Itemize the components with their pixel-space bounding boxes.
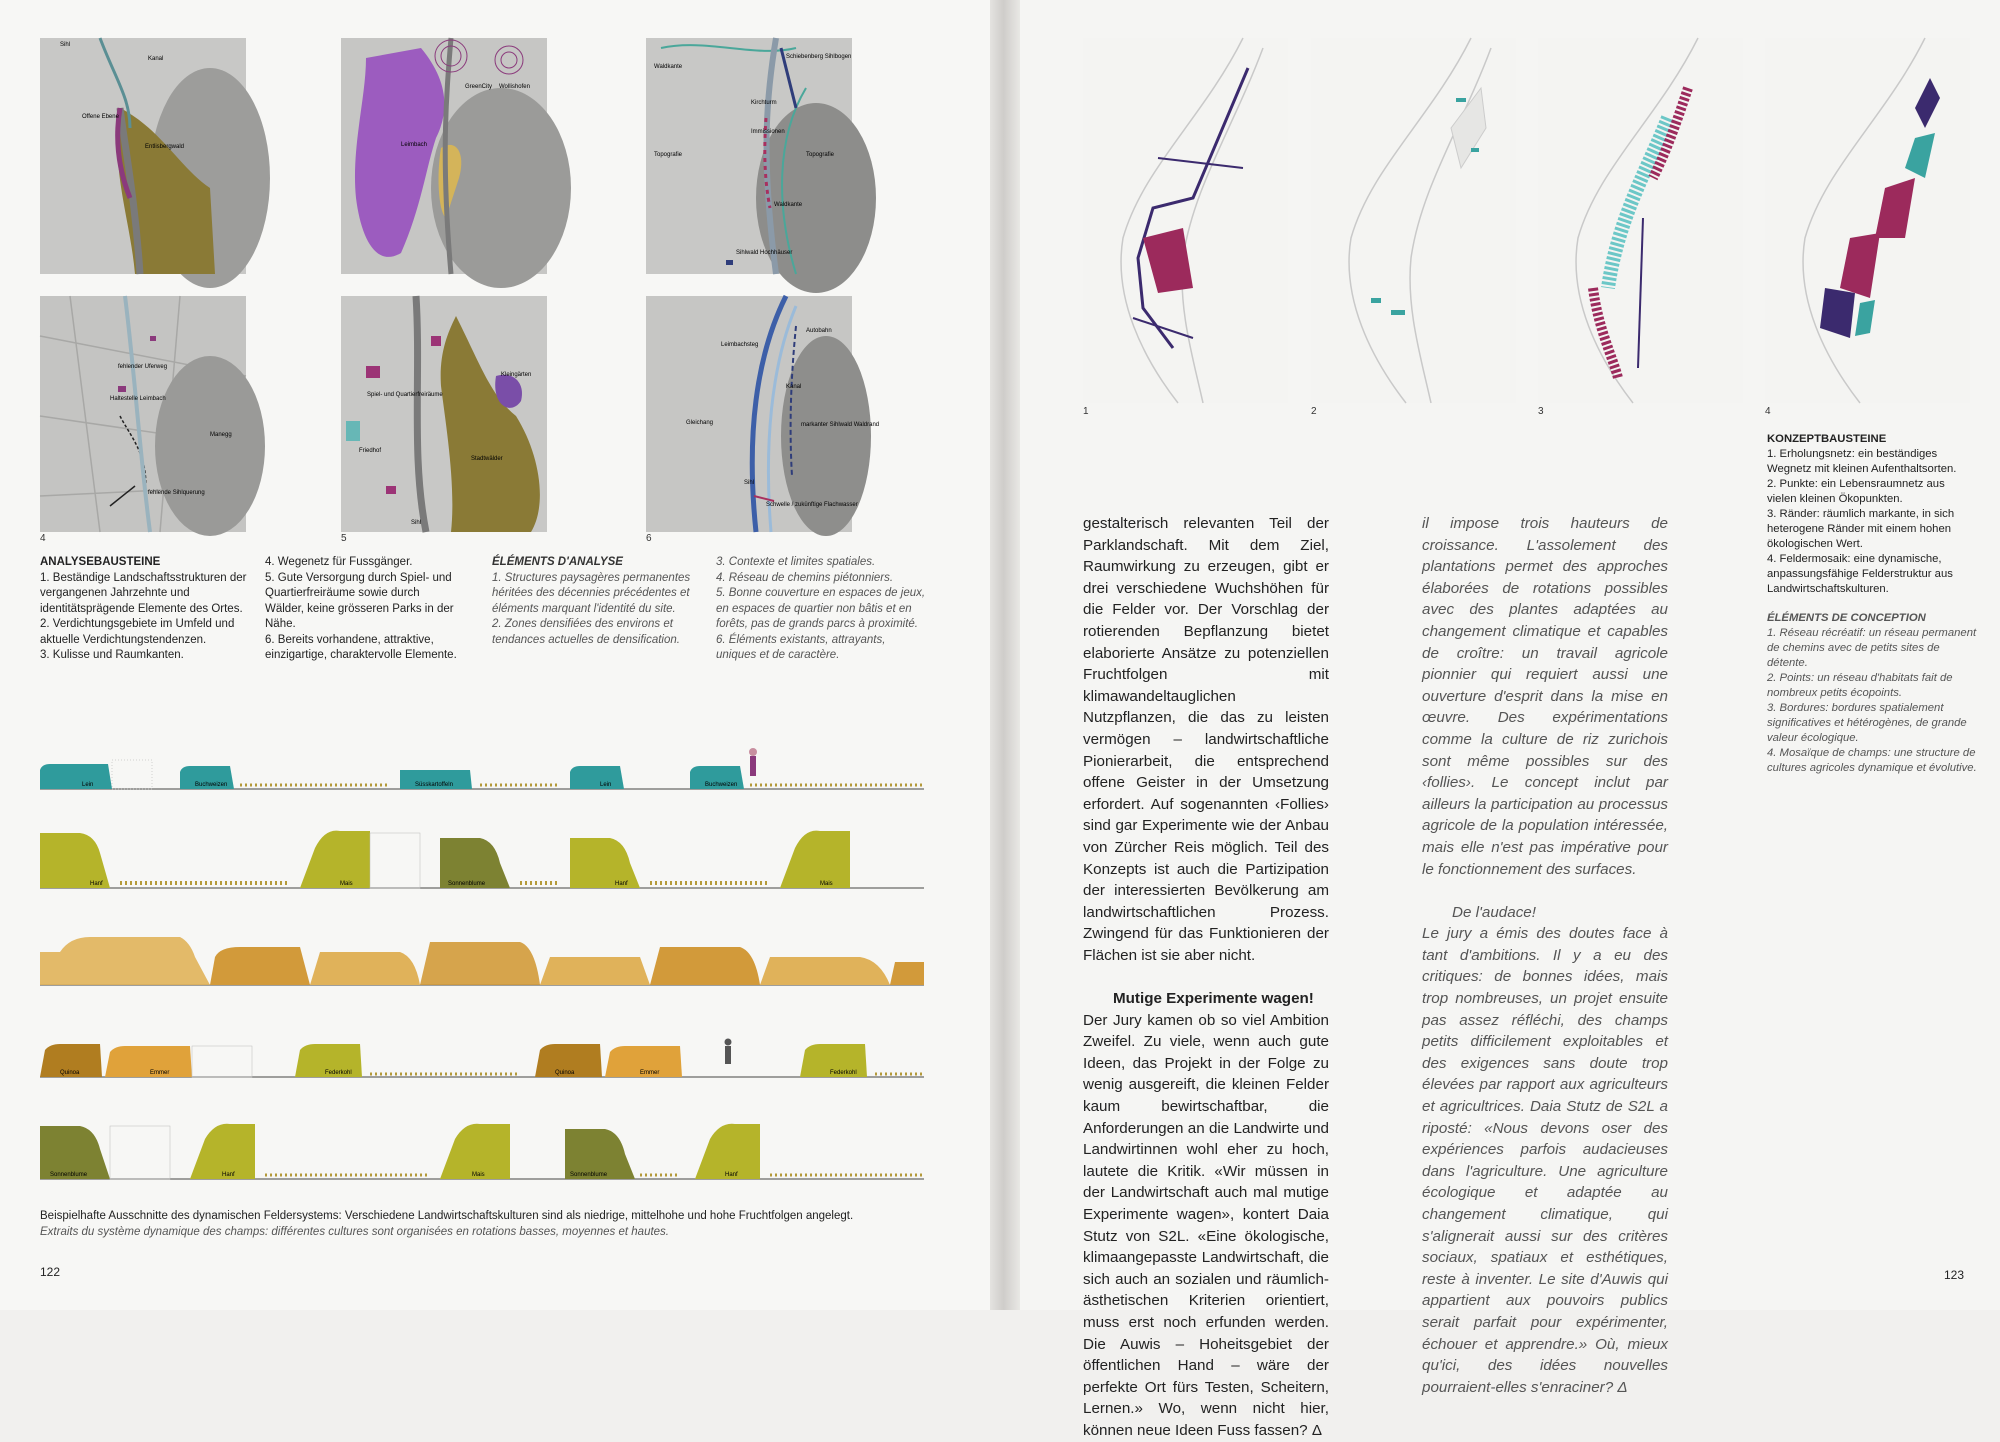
concept-sidebar — [1767, 432, 1977, 776]
analysis-de-col1 — [40, 555, 250, 664]
diagram-number: 3 — [1538, 406, 1544, 417]
article-paragraph: Der Jury kamen ob so viel Ambition Zweifel. Zu viele, wenn auch gute Ideen, das Projekt in der Folge zu wenig ausgereift, die kleinen Felder kaum bewirtschaftbar, die Anforderungen an die Landwirte und Landwirtinnen wohl eher zu hoch, lautete die Kritik. «Wir müssen in der Landwirtschaft auch mal mutige Experimente wagen», kontert Daia Stutz von S2L. «Eine ökologische, klimaangepasste Landwirtschaft, die sich auch an sozialen und räumlich-ästhetischen Kriterien orientiert, muss erst noch erfunden werden. Die Auwis – Hoheitsgebiet der öffentlichen Hand – wäre der perfekte Ort fürs Testen, Scheitern, Lernen.» Wo, wenn nicht hier, können neue Ideen Fuss fassen? Δ — [1083, 1011, 1329, 1439]
map-label: Stadtwälder — [471, 456, 503, 462]
map-label: Topografie — [806, 152, 835, 158]
crop-label: Süsskartoffeln — [415, 782, 453, 788]
analysis-item: 1. Structures paysagères permanentes héritées des décennies précédentes et éléments marquant l'identité du site. — [492, 571, 691, 615]
concept-diagram-1 — [1083, 38, 1288, 403]
analysis-map-1 — [40, 38, 246, 274]
crop-label: Quinoa — [60, 1070, 80, 1076]
crop-label: Buchweizen — [195, 782, 228, 788]
crop-label: Buchweizen — [705, 782, 738, 788]
map-label: Sihl — [60, 42, 71, 48]
analysis-de-col2 — [265, 555, 460, 664]
map-number: 6 — [646, 533, 652, 544]
article-column-fr — [1422, 513, 1668, 1398]
analysis-item: 6. Éléments existants, attrayants, uniques et de caractère. — [716, 633, 886, 661]
diagram-number: 4 — [1765, 406, 1771, 417]
map-label: Friedhof — [359, 448, 382, 454]
crop-label: Lein — [600, 782, 612, 788]
analysis-map-5 — [341, 296, 547, 532]
crop-label: Mais — [472, 1172, 485, 1178]
concept-diagram-4 — [1765, 38, 1970, 403]
map-label: GreenCity — [465, 84, 493, 90]
analysis-de-title: ANALYSEBAUSTEINE — [40, 556, 161, 568]
concept-item: 3. Bordures: bordures spatialement significatives et hétérogènes, de grande valeur écologique. — [1767, 702, 1967, 744]
map-label: markanter Sihlwald Waldrand — [801, 422, 880, 428]
crop-label: Mais — [820, 881, 833, 887]
concept-fr-title: ÉLÉMENTS DE CONCEPTION — [1767, 612, 1926, 624]
crop-label: Lein — [82, 782, 94, 788]
analysis-map-4 — [40, 296, 246, 532]
analysis-item: 3. Kulisse und Raumkanten. — [40, 649, 184, 661]
concept-de-title: KONZEPTBAUSTEINE — [1767, 433, 1887, 445]
map-label: Sihl — [411, 520, 422, 526]
analysis-fr-title: ÉLÉMENTS D'ANALYSE — [492, 556, 623, 568]
crop-label: Emmer — [150, 1070, 170, 1076]
map-label: Leimbach — [401, 142, 428, 148]
crop-label: Quinoa — [555, 1070, 575, 1076]
map-label: Waldkante — [774, 202, 803, 208]
analysis-item: 5. Gute Versorgung durch Spiel- und Quartierfreiräume sowie durch Wälder, keine grösseren Parks in der Nähe. — [265, 571, 454, 630]
diagram-number: 2 — [1311, 406, 1317, 417]
analysis-item: 2. Verdichtungsgebiete im Umfeld und aktuelle Verdichtungstendenzen. — [40, 618, 235, 646]
concept-diagram-2 — [1311, 38, 1516, 403]
article-paragraph: Le jury a émis des doutes face à tant d'ambitions. Il y a eu des critiques: de bonnes idées, mais trop nombreuses, un projet ensuite pas assez réfléchi, des champs petits difficilement exploitables et des exigences sans doute trop élevées par rapport aux agriculteurs et agricultrices. Daia Stutz de S2L a riposté: «Nous devons oser des expériences parfois audacieuses dans l'agriculture. Une agriculture écologique et adaptée au changement climatique, qui s'alignerait aussi sur des critères sociaux, spatiaux et esthétiques, reste à inventer. Le site d'Auwis qui appartient aux pouvoirs publics serait parfait pour expérimenter, échouer et apprendre.» Où, mieux qu'ici, des idées nouvelles pourraient-elles s'enraciner? Δ — [1422, 925, 1668, 1396]
analysis-map-3 — [646, 38, 852, 274]
map-label: Topografie — [654, 152, 683, 158]
article-heading-fr: De l'audace! — [1452, 903, 1536, 921]
map-label: Schiebenberg Sihlbogen — [786, 54, 852, 60]
concept-item: 2. Points: un réseau d'habitats fait de nombreux petits écopoints. — [1767, 672, 1953, 699]
crop-strip-low-mid — [40, 1030, 924, 1078]
map-label: Waldkante — [654, 64, 683, 70]
article-column-de — [1083, 513, 1329, 1442]
map-label: Gleichang — [686, 420, 714, 426]
crop-strip-mid-high — [40, 823, 924, 889]
analysis-map-6 — [646, 296, 880, 532]
analysis-item: 2. Zones densifiées des environs et tendances actuelles de densification. — [492, 618, 680, 646]
map-label: Sihlwald Hochhäuser — [736, 250, 793, 256]
analysis-map-2 — [341, 38, 547, 274]
article-paragraph: gestalterisch relevanten Teil der Parklandschaft. Mit dem Ziel, Raumwirkung zu erzeugen, gibt er drei verschiedene Wuchshöhen für die Felder vor. Der Vorschlag der rotierenden Bepflanzung bietet elaborierte Ansätze zu potenziellen Fruchtfolgen mit klimawandeltauglichen Nutzpflanzen, die das zu leisten vermögen – landwirtschaftliche Pionierarbeit, die entsprechend offene Geister in der Umsetzung erfordert. Auf sogenannten ‹Follies› sind gar Experimente wie der Anbau von Zürcher Reis möglich. Teil des Konzepts ist auch die Partizipation der interessierten Bevölkerung am landwirtschaftlichen Prozess. Zwingend für das Funktionieren der Flächen ist sie aber nicht. — [1083, 515, 1329, 964]
map-label: Kirchturm — [751, 100, 777, 106]
crop-label: Sonnenblume — [50, 1172, 88, 1178]
map-label: Manegg — [210, 432, 232, 438]
crop-label: Hanf — [222, 1172, 235, 1178]
crop-label: Mais — [340, 881, 353, 887]
map-label: Schwelle / zukünftige Flachwasser — [766, 502, 858, 508]
map-label: Immissionen — [751, 129, 785, 135]
map-label: Leimbachsteg — [721, 342, 759, 348]
analysis-fr-col1 — [492, 555, 692, 648]
page-gutter — [990, 0, 1020, 1310]
concept-item: 4. Feldermosaik: eine dynamische, anpassungsfähige Felderstruktur aus Landwirtschaftskulturen. — [1767, 553, 1953, 595]
map-label: Kanal — [148, 56, 164, 62]
analysis-item: 5. Bonne couverture en espaces de jeux, en espaces de quartier non bâtis et en forêts, pas de grands parcs à proximité. — [716, 587, 926, 630]
map-label: Kleingärten — [501, 372, 532, 378]
map-number: 4 — [40, 533, 46, 544]
map-label: Sihl — [744, 480, 755, 486]
page-number-left: 122 — [40, 1265, 61, 1279]
map-label: fehlende Sihlquerung — [148, 490, 205, 496]
map-label: Entlisbergwald — [145, 144, 185, 150]
figure-caption — [40, 1208, 940, 1240]
crop-label: Federkohl — [325, 1070, 352, 1076]
concept-item: 1. Erholungsnetz: ein beständiges Wegnetz mit kleinen Aufenthaltsorten. — [1767, 448, 1957, 475]
map-label: Kanal — [786, 384, 802, 390]
concept-item: 1. Réseau récréatif: un réseau permanent de chemins avec de petits sites de détente. — [1767, 627, 1977, 669]
crop-label: Federkohl — [830, 1070, 857, 1076]
crop-label: Hanf — [90, 881, 103, 887]
map-label: Offene Ebene — [82, 114, 119, 120]
crop-strip-mixed — [40, 932, 924, 986]
analysis-item: 4. Wegenetz für Fussgänger. — [265, 556, 413, 568]
map-label: Autobahn — [806, 328, 832, 334]
analysis-item: 3. Contexte et limites spatiales. — [716, 556, 876, 568]
concept-item: 2. Punkte: ein Lebensraumnetz aus vielen kleinen Ökopunkten. — [1767, 478, 1945, 505]
page-number-right: 123 — [1944, 1268, 1965, 1282]
crop-label: Sonnenblume — [448, 881, 486, 887]
article-heading-de: Mutige Experimente wagen! — [1113, 990, 1314, 1008]
map-number: 5 — [341, 533, 347, 544]
crop-label: Hanf — [615, 881, 628, 887]
map-label: fehlender Uferweg — [118, 364, 168, 370]
caption-de: Beispielhafte Ausschnitte des dynamischen Feldersystems: Verschiedene Landwirtschaftskulturen sind als niedrige, mittelhohe und hohe Fruchtfolgen angelegt. — [40, 1210, 854, 1222]
map-label: Spiel- und Quartierfreiräume — [367, 392, 443, 398]
analysis-item: 4. Réseau de chemins piétonniers. — [716, 571, 894, 584]
map-label: Wollishofen — [499, 84, 530, 90]
caption-fr: Extraits du système dynamique des champs: différentes cultures sont organisées en rotations basses, moyennes et hautes. — [40, 1226, 670, 1238]
crop-label: Emmer — [640, 1070, 660, 1076]
crop-strip-low — [40, 730, 924, 790]
diagram-number: 1 — [1083, 406, 1089, 417]
map-label: Haltestelle Leimbach — [110, 396, 166, 402]
analysis-fr-col2 — [716, 555, 926, 664]
article-paragraph: il impose trois hauteurs de croissance. L'assolement des plantations permet des approches élaborées de rotations possibles avec des plantes adaptées au changement climatique et capables de croître: un travail agricole pionnier qui requiert aussi une ouverture d'esprit dans la mise en œuvre. Des expérimentations comme la culture de riz zurichois sont même possibles sur des ‹follies›. Le concept inclut par ailleurs la participation au processus agricole de la population intéressée, mais elle n'est pas impérative pour le fonctionnement des surfaces. — [1422, 515, 1668, 878]
concept-item: 3. Ränder: räumlich markante, in sich heterogene Ränder mit einem hohen ökologischen Wert. — [1767, 508, 1955, 550]
analysis-item: 6. Bereits vorhandene, attraktive, einzigartige, charaktervolle Elemente. — [265, 633, 457, 661]
concept-diagram-3 — [1538, 38, 1743, 403]
crop-label: Sonnenblume — [570, 1172, 608, 1178]
crop-strip-high — [40, 1114, 924, 1180]
crop-label: Hanf — [725, 1172, 738, 1178]
concept-item: 4. Mosaïque de champs: une structure de cultures agricoles dynamique et évolutive. — [1767, 747, 1977, 774]
analysis-item: 1. Beständige Landschaftsstrukturen der vergangenen Jahrzehnte und identitätsprägende Elemente des Ortes. — [40, 571, 247, 615]
